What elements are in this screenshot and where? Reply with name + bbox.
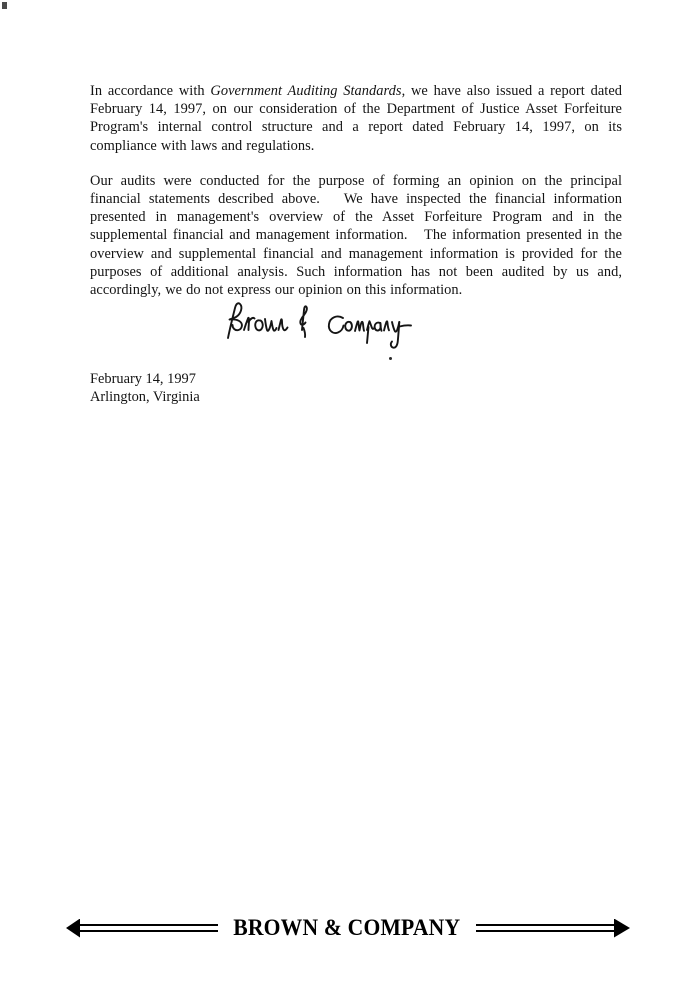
sentence-gap [408,227,425,243]
footer-rule-left-top [79,924,218,926]
signature-date-block [90,370,200,406]
paragraph-text-run-4: The information presented in the overview and supplemental financial and management information is provided for the purposes of additional analysis. Such information has not been audited by us and, accordingly, we do not express our opinion on this information. [90,227,622,299]
letter-body [90,82,622,299]
paragraph-scope-and-supplemental-information [90,172,622,299]
handwritten-signature [222,296,422,352]
footer-rule-right-top [476,924,615,926]
page-footer [66,913,630,943]
paragraph-text-run-2: We have inspected the financial information presented in management's overview of the Asset Forfeiture Program and in the supplemental financial and management information. [90,191,623,244]
paragraph-text-run-2: , we have also issued a report dated February 14, 1997, on our consideration of the Department of Justice Asset Forfeiture Program's internal control structure and a report dated February 14, 1997, on its compliance with laws and regulations. [90,83,623,154]
signature-date: February 14, 1997 [90,371,196,387]
stray-ink-dot [389,357,392,360]
footer-firm-name: BROWN & COMPANY [233,915,461,940]
arrow-left-icon [66,919,80,938]
footer-rule-left [79,917,218,939]
signature-location: Arlington, Virginia [90,389,200,406]
footer-rule-right-bottom [476,930,615,932]
sentence-gap [320,191,344,207]
paragraph-standards-reference [90,82,622,155]
paragraph-text-run-0: In accordance with [90,83,211,99]
footer-rule-left-bottom [79,930,218,932]
italic-title-text: Government Auditing Standards [210,83,402,99]
footer-rule-right [476,917,615,939]
paragraph-text-run-0: Our audits were conducted for the purpose of forming an opinion on the principal financial statements described above. [90,172,622,208]
arrow-right-icon [614,919,630,938]
scan-artifact-mark [2,2,7,9]
